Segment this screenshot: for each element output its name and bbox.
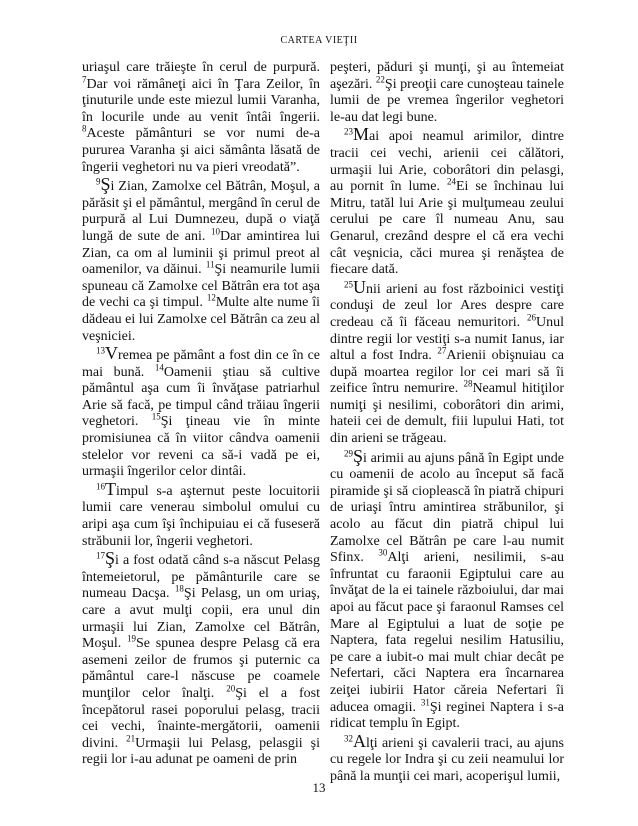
verse-text: remea pe pământ a fost din ce în ce mai bună. [82,348,320,380]
initial-letter: Ş [353,445,364,466]
paragraph [82,550,320,769]
paragraph [82,345,320,481]
running-header: CARTEA VIEŢII [280,35,358,46]
verse-text: Urmaşii lui Pelasg, pelasgii şi regii lor i-au adunat pe oameni de prin [82,735,320,768]
verse-number: 20 [226,683,236,694]
verse-number: 10 [211,226,221,237]
initial-letter: T [105,478,116,499]
verse-text: Dar voi rămâneţi aici în Ţara Zeilor, în ţinuturile unde este miezul lumii Varanha, în locurile unde au venit întâi îngerii. [82,76,320,125]
verse-text: nii arieni au fost războinici vestiţi conduşi de zeul lor Ares despre care credeau că îi făceau nemuritori. [330,281,564,330]
verse-text: i Zian, Zamolxe cel Bătrân, Moşul, a părăsit şi el pământul, mergând în cerul de purpură al Lui Dumnezeu, după o viaţă lungă de sute de ani. [82,179,320,244]
verse-text: Arienii obişnuiau ca după moartea regilor lor cei mari să îi zeifice întru nemurire. [330,348,564,397]
verse-text: impul s-a aşternut peste locuitorii lumii care venerau simbolul omului cu aripi aşa cum îşi închipuiau ei că fuseseră străbunii lor, îngerii veghetori. [82,483,320,549]
verse-text: lţi arieni şi cavalerii traci, au ajuns cu regele lor Indra şi cu zeii neamului lor până la munţii cei mari, acoperişul lumii, [330,735,564,784]
right-text-column [330,60,564,786]
verse-number: 13 [96,345,105,356]
verse-number: 11 [205,259,215,270]
verse-text: Şi reginei Naptera i s-a ridicat templu în Egipt. [330,699,564,732]
verse-text: Şi el a fost începătorul rasei poporului pelasg, tracii cei vechi, înainte-mergătorii, oamenii divini. [82,685,320,751]
verse-text: Dar amintirea lui Zian, ca om al luminii şi primul preot al oamenilor, va dăinui. [82,228,320,278]
initial-letter: Ş [105,548,116,569]
verse-text: ai apoi neamul arimilor, dintre tracii cei vechi, arienii cei călători, urmaşii lui Arie, coborâtori din pelasgi, au pornit în lume. [330,129,564,195]
verse-number: 9 [96,176,101,187]
left-text-column [82,60,320,769]
verse-text: Multe alte nume îi dădeau ei lui Zamolxe cel Bătrân ca zeu al veşniciei. [82,295,321,344]
initial-letter: A [353,730,366,751]
initial-letter: V [105,343,118,364]
verse-text: Neamul hitiţilor numiţi şi nesilimi, coborâtori din arimi, hateii cei de demult, fiii lupului Hati, tot din arieni se trăgeau. [330,381,564,447]
verse-number: 22 [375,73,385,84]
page-number: 13 [312,780,326,795]
initial-letter: U [353,276,366,297]
paragraph [82,60,320,176]
paragraph [330,126,564,278]
verse-text: Ei se închinau lui Mitru, tatăl lui Arie şi mulţumeau zeului cerului pe care îl numeau Anu, sau Genarul, crezând despre el că era vechi cât veşnicia, căci murea şi renăştea de fiecare dată. [330,179,564,278]
verse-number: 16 [96,481,105,492]
verse-text: Şi preoţii care cunoşteau tainele lumii de pe vremea îngerilor veghetori le-au dat legi bune. [330,76,564,125]
paragraph [82,478,320,550]
paragraph [330,445,564,733]
verse-number: 14 [154,362,164,373]
verse-number: 24 [446,176,456,187]
initial-letter: Ş [100,174,111,195]
verse-number: 28 [463,378,473,389]
verse-number: 18 [174,583,184,594]
verse-number: 19 [127,633,136,644]
paragraph [82,176,320,345]
verse-text: peşteri, păduri şi munţi, şi au întemeiat aşezări. [330,60,564,92]
verse-number: 27 [437,345,447,356]
verse-text: Şi neamurile lumii spuneau că Zamolxe cel Bătrân era tot aşa de vechi ca şi timpul. [82,262,320,311]
verse-text: Alţi arieni, nesilimii, s-au înfruntat cu faraonii Egiptului care au învăţat de la ei tainele războiului, dar mai apoi au făcut pace şi faraonul Ramses cel Mare al Egiptului a luat de soţie pe Naptera, fata regelui nesilim Hatusiliu, pe care a iubit-o mai mult chiar decât pe Nefertari, căci Naptera era încarnarea zeiţei iubirii Hator căreia Nefertari îi aducea omagii. [330,550,564,715]
paragraph [330,60,564,126]
verse-text: Unul dintre regii lor vestiţi s-a numit Ianus, iar altul a fost Indra. [330,314,564,364]
initial-letter: M [353,124,370,145]
verse-number: 25 [344,279,353,290]
paragraph [330,730,564,786]
verse-text: Şi ţineau vie în minte promisiunea că în viitor cândva oamenii stelelor vor reveni ca să-i vadă pe ei, urmaşii îngerilor celor dintâi. [82,414,320,480]
verse-number: 17 [96,550,105,561]
verse-text: uriaşul care trăieşte în cerul de purpură. [82,60,320,75]
verse-text: i arimii au ajuns până în Egipt unde cu oamenii de acolo au început să facă piramide şi să cioplească în piatră chipuri de uriaşi întru amintirea străbunilor, şi acolo au făcut din piatră chipul lui Zamolxe cel Bătrân pe care l-au numit Sfinx. [330,450,564,566]
verse-number: 30 [378,547,388,558]
verse-number: 26 [527,312,536,323]
verse-number: 21 [126,733,136,744]
verse-text: Se spunea despre Pelasg că era asemeni zeilor de frumos şi puternic ca pământul care-l născuse pe coamele munţilor celor înalţi. [82,636,320,701]
verse-text: Oamenii ştiau să cultive pământul aşa cum îi învăţase patriarhul Arie să facă, pe timpul când trăiau îngerii veghetori. [82,364,320,430]
verse-number: 7 [82,73,87,84]
verse-text: Aceste pământuri se vor numi de-a pururea Varanha şi aici sământa lăsată de îngerii veghetori nu va pieri vreodată”. [82,126,320,175]
verse-number: 12 [206,292,216,303]
verse-number: 31 [420,696,430,707]
verse-number: 8 [82,123,87,134]
verse-number: 15 [151,411,161,422]
verse-text: Şi Pelasg, un om uriaş, care a avut mulţi copii, era unul din urmaşii lui Zian, Zamolxe cel Bătrân, Moşul. [82,586,320,652]
verse-text: i a fost odată când s-a născut Pelasg întemeietorul, pe pământurile care se numeau Dacşa. [82,553,320,602]
verse-number: 23 [344,126,353,137]
verse-number: 32 [344,733,353,744]
verse-number: 29 [344,448,353,458]
paragraph [330,276,564,448]
